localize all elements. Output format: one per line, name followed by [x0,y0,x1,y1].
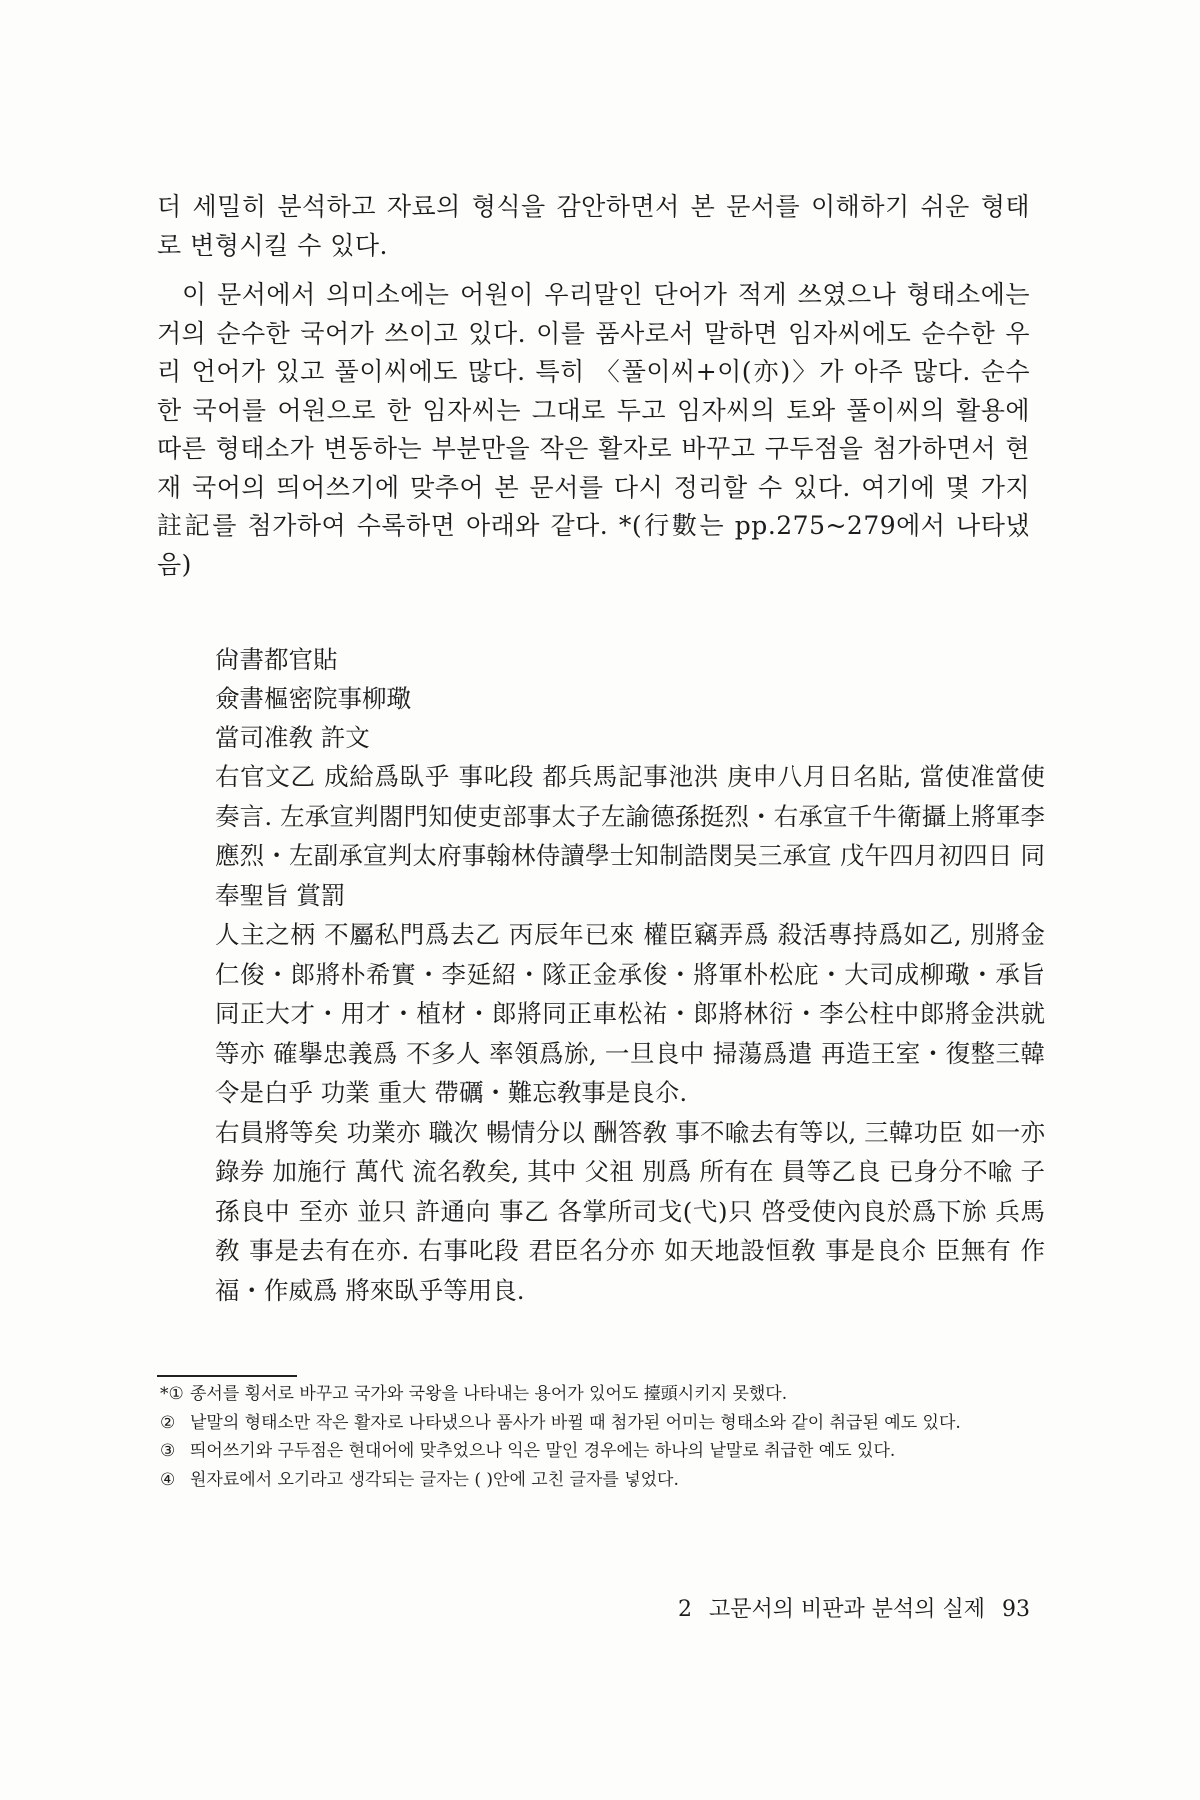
footnote-marker: ④ [160,1469,176,1490]
footnote-item [160,1439,1040,1465]
running-footer [600,1592,1030,1623]
chapter-title: 고문서의 비판과 분석의 실제 [708,1597,985,1622]
footnote-item [160,1468,1040,1494]
footnote-item [160,1411,1040,1437]
footnote-divider [157,1375,297,1377]
chapter-number: 2 [677,1597,692,1622]
footnote-text: 종서를 횡서로 바꾸고 국가와 국왕을 나타내는 용어가 있어도 擡頭시키지 못했다. [190,1384,788,1404]
document-authority-line: 當司准敎 許文 [215,723,370,752]
quoted-document [215,640,1045,1310]
footnotes [160,1382,1040,1496]
document-paragraph-3: 右員將等矣 功業亦 職次 暢情分以 酬答敎 事不喩去有等以, 三韓功臣 如一亦 錄券 加施行 萬代 流名敎矣, 其中 父祖 別爲 所有在 員等乙良 已身分不喩 子孫良中 至亦 並只 許通向 事乙 各掌所司戈(弋)只 啓受使內良於爲下旀 兵馬敎 事是去有在亦. 右事叱段 君臣名分亦 如天地設恒敎 事是良尒 臣無有 作福・作威爲 將來臥乎等用良. [215,1117,1045,1305]
footnote-marker: ② [160,1412,176,1433]
document-paragraph-2: 人主之柄 不屬私門爲去乙 丙辰年已來 權臣竊弄爲 殺活專持爲如乙, 別將金仁俊・郞將朴希實・李延紹・隊正金承俊・將軍朴松庇・大司成柳璥・承旨同正大才・用才・植材・郞將同正車松祐・郞將林衍・李公柱中郞將金洪就 等亦 確擧忠義爲 不多人 率領爲旀, 一旦良中 掃蕩爲遣 再造王室・復整三韓令是白乎 功業 重大 帶礪・難忘敎事是良尒. [215,920,1045,1107]
body-paragraph-1: 더 세밀히 분석하고 자료의 형식을 감안하면서 본 문서를 이해하기 쉬운 형태로 변형시킬 수 있다. [157,192,1030,260]
document-official-line: 僉書樞密院事柳璥 [215,684,411,713]
footnote-item [160,1382,1040,1408]
footnote-marker: *① [160,1384,184,1404]
footnote-text: 띄어쓰기와 구두점은 현대어에 맞추었으나 익은 말인 경우에는 하나의 낱말로 취급한 예도 있다. [190,1441,896,1461]
footnote-text: 낱말의 형태소만 작은 활자로 나타냈으나 품사가 바뀔 때 첨가된 어미는 형태소와 같이 취급된 예도 있다. [190,1412,961,1433]
page-number: 93 [1002,1597,1030,1622]
body-paragraph-2: 이 문서에서 의미소에는 어원이 우리말인 단어가 적게 쓰였으나 형태소에는 거의 순수한 국어가 쓰이고 있다. 이를 품사로서 말하면 임자씨에도 순수한 우리 언어가 있고 풀이씨에도 많다. 특히 〈풀이씨+이(亦)〉가 아주 많다. 순수한 국어를 어원으로 한 임자씨는 그대로 두고 임자씨의 토와 풀이씨의 활용에 따른 형태소가 변동하는 부분만을 작은 활자로 바꾸고 구두점을 첨가하면서 현재 국어의 띄어쓰기에 맞추어 본 문서를 다시 정리할 수 있다. 여기에 몇 가지 註記를 첨가하여 수록하면 아래와 같다. *(行數는 pp.275~279에서 나타냈음) [157,280,1030,579]
document-title-line: 尙書都官貼 [215,645,338,674]
footnote-text: 원자료에서 오기라고 생각되는 글자는 ( )안에 고친 글자를 넣었다. [190,1469,679,1490]
footnote-marker: ③ [160,1441,176,1461]
document-paragraph-1: 右官文乙 成給爲臥乎 事叱段 都兵馬記事池洪 庚申八月日名貼, 當使准當使奏言. 左承宣判閤門知使吏部事太子左諭德孫挺烈・右承宣千牛衛攝上將軍李應烈・左副承宣判太府事翰林侍讀學士知制誥閔吴三承宣 戊午四月初四日 同奉聖旨 賞罰 [215,762,1045,910]
